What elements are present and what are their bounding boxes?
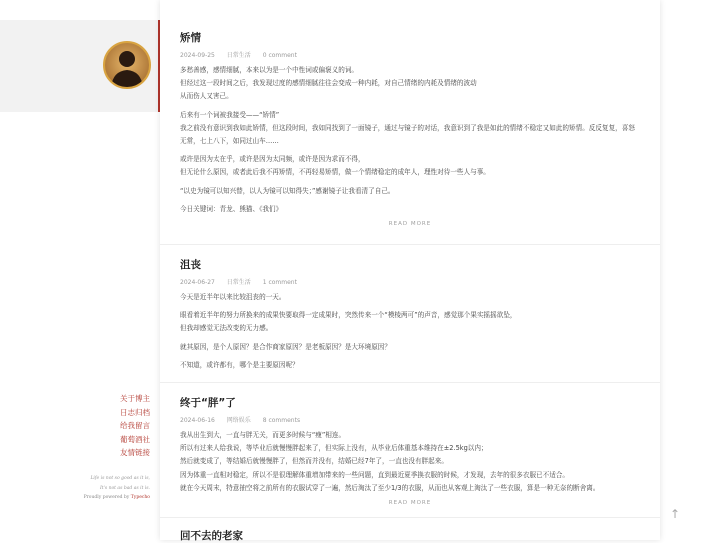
post-title[interactable]: 回不去的老家 xyxy=(180,530,243,542)
paragraph: 我从出生到大，一直与胖无关，而更多时候与“瘦”相连。 所以有过来人给我说，等毕业后就慢慢胖起来了，但实际上没有，从毕业后体重基本维持在±2.5kg以内； 然后就变成了，等结婚后就慢慢胖了，但然而并没有，结婚已经7年了，一直也没有胖起来。 因为体重一直相对稳定，所以不是很理解体重增加带来的一些问题，直到最近夏季换衣服的时候，才发现，去年的很多衣服已不适合。 就在今天周末，特意抽空将之前所有的衣服试穿了一遍，然后淘汰了至少1/3的衣服，从而也从客观上淘汰了一些衣服，算是一种无奈的断舍离。 xyxy=(180,431,600,492)
post-excerpt xyxy=(180,429,640,495)
post-item xyxy=(160,0,660,245)
post-title[interactable]: 沮丧 xyxy=(180,259,201,271)
sidebar-nav xyxy=(120,392,150,460)
post-list xyxy=(160,0,660,540)
post-comments[interactable]: 0 comment xyxy=(262,52,297,59)
post-category[interactable]: 网络娱乐 xyxy=(226,417,251,424)
post-item xyxy=(160,518,660,543)
post-date: 2024-09-25 xyxy=(180,52,215,59)
avatar[interactable] xyxy=(103,41,151,89)
person-silhouette-icon xyxy=(105,43,149,87)
paragraph: “以史为镜可以知兴替，以人为镜可以知得失；”感谢镜子让我看清了自己。 xyxy=(180,186,395,195)
post-title[interactable]: 终于“胖”了 xyxy=(180,397,236,409)
typecho-link[interactable]: Typecho xyxy=(130,495,150,500)
powered-by: Proudly powered by Typecho xyxy=(83,495,150,500)
post-item xyxy=(160,245,660,383)
sidebar-item-archive[interactable]: 日志归档 xyxy=(120,407,150,417)
post-date: 2024-06-27 xyxy=(180,279,215,286)
post-excerpt xyxy=(180,291,640,372)
post-item xyxy=(160,383,660,518)
post-meta xyxy=(180,50,640,59)
sidebar-item-links[interactable]: 友情链接 xyxy=(120,448,150,457)
sidebar-item-about[interactable]: 关于博主 xyxy=(120,394,150,403)
sidebar-footer xyxy=(84,474,150,503)
read-more-link[interactable]: READ MORE xyxy=(388,221,432,228)
paragraph: 今日关键词：青龙、熊猫、《我们》 xyxy=(180,204,283,213)
paragraph: 多愁善感，感情细腻，本来以为是一个中性词或偏褒义的词。 但经过这一段时间之后，我发现过度的感情细腻往往会变成一种内耗，对自己情绪的内耗及情绪的波动 从而伤人又害己。 xyxy=(180,66,477,101)
post-category[interactable]: 日常生活 xyxy=(226,279,251,286)
post-comments[interactable]: 8 comments xyxy=(262,417,301,424)
quote-line: Life is not so good as it is, xyxy=(90,476,150,481)
post-meta xyxy=(180,277,640,286)
back-to-top-icon[interactable]: ↑ xyxy=(670,507,681,521)
post-date: 2024-06-16 xyxy=(180,417,215,424)
post-category[interactable]: 日常生活 xyxy=(226,52,251,59)
paragraph: 或许是因为太在乎，或许是因为太同频，或许是因为求而不得， 但无论什么原因，或者此后我不再矫情，不再轻易矫情，做一个情绪稳定的成年人，理性对待一些人与事。 xyxy=(180,155,490,177)
read-more-link[interactable]: READ MORE xyxy=(388,500,432,507)
post-meta xyxy=(180,415,640,424)
sidebar-item-wine-club[interactable]: 葡萄酒社 xyxy=(120,434,150,444)
post-excerpt xyxy=(180,64,640,216)
paragraph: 就其原因，是个人原因？是合作商家原因？是老板原因？是大环境原因？ xyxy=(180,342,391,351)
quote-line: It's not as bad as it is. xyxy=(100,485,150,491)
post-comments[interactable]: 1 comment xyxy=(262,279,297,286)
sidebar-item-guestbook[interactable]: 给我留言 xyxy=(120,421,150,430)
post-title[interactable]: 矫情 xyxy=(180,32,201,44)
paragraph: 后来有一个词被我接受——“矫情” 我之前没有意识到我如此矫情，但这段时间，我如同找到了一面镜子，通过与镜子的对话，我意识到了我是如此的情绪不稳定又如此的矫情。反反复复，喜怒无常，七上八下，如同过山车…… xyxy=(180,110,635,146)
paragraph: 不知道，或许都有，哪个是主要原因呢？ xyxy=(180,360,299,369)
paragraph: 眼看着近半年的努力所换来的成果快要取得一定成果时，突然传来一个“模棱两可”的声音，感觉那个果实摇摇欲坠， 但我却感觉无法改变的无力感。 xyxy=(180,311,517,333)
paragraph: 今天是近半年以来比较沮丧的一天。 xyxy=(180,293,286,301)
